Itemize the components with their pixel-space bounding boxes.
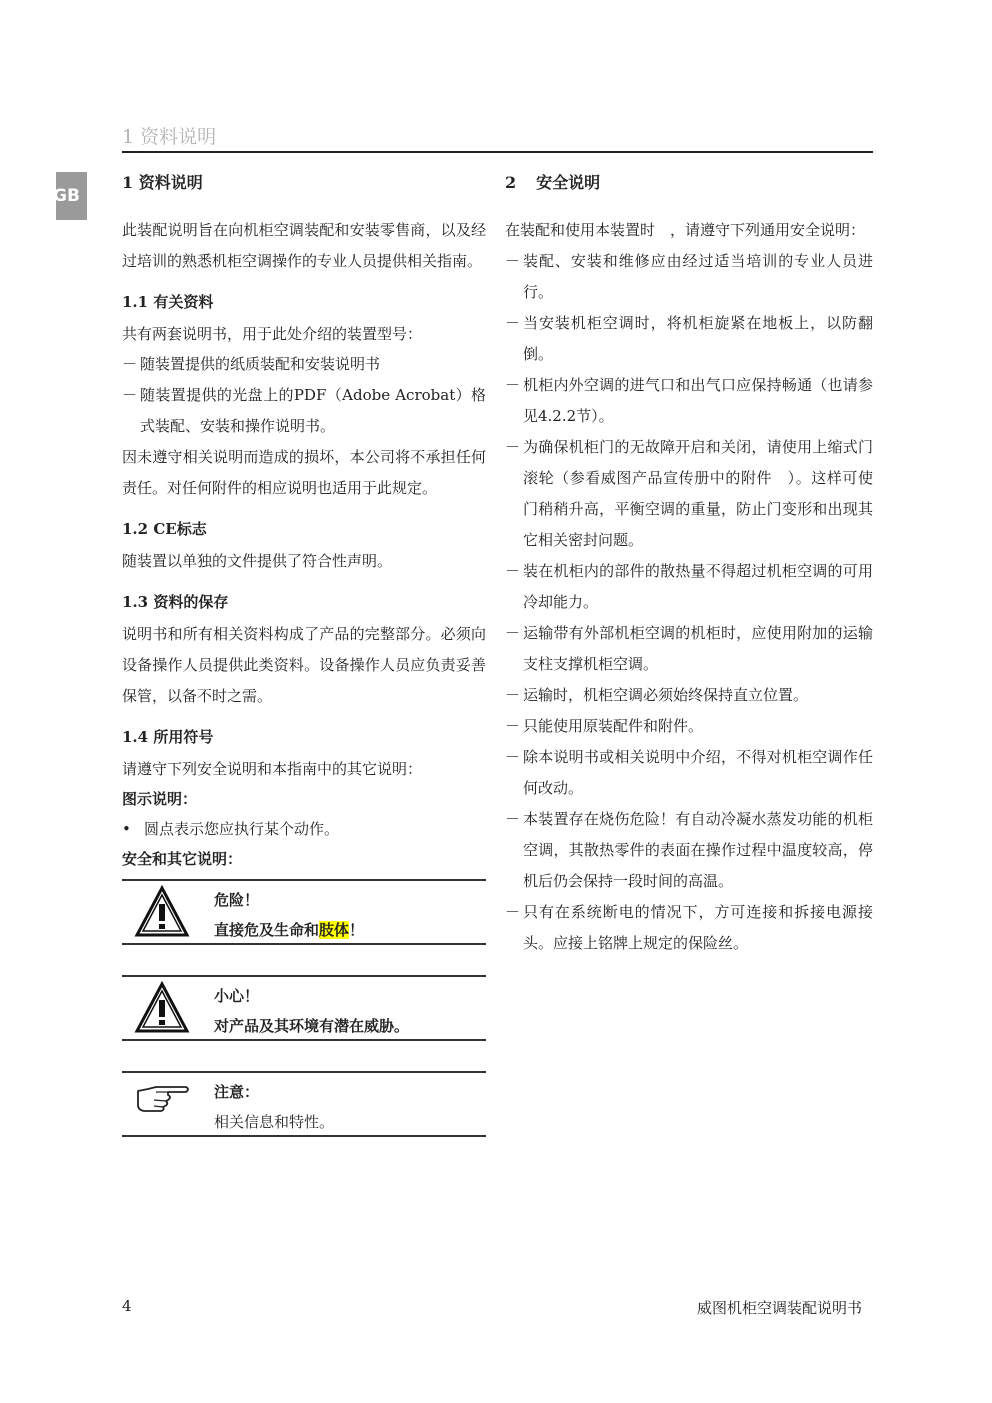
header-rule (122, 151, 873, 153)
section-1-1-after: 因未遵守相关说明而造成的损坏，本公司将不承担任何责任。对任何附件的相应说明也适用于此规定。 (122, 448, 486, 497)
list-item: － 只有在系统断电的情况下，方可连接和拆接电源接头。应接上铭牌上规定的保险丝。 (505, 897, 873, 959)
list-item: － 本装置存在烧伤危险！有自动冷凝水蒸发功能的机柜空调，其散热零件的表面在操作过程中温度较高，停机后仍会保持一段时间的高温。 (505, 804, 873, 897)
section-1-heading (122, 172, 486, 194)
pointing-hand-icon (134, 1077, 190, 1131)
note-title: 注意： (214, 1083, 260, 1101)
list-item: － 装配、安装和维修应由经过适当培训的专业人员进行。 (505, 246, 873, 308)
list-item: － 装在机柜内的部件的散热量不得超过机柜空调的可用冷却能力。 (505, 556, 873, 618)
caution-text: 对产品及其环境有潜在威胁。 (214, 1017, 410, 1035)
section-1-2-text: 随装置以单独的文件提供了符合性声明。 (122, 552, 393, 570)
section-1-number: 1 (122, 173, 134, 192)
section-1-1-text: 共有两套说明书，用于此处介绍的装置型号： (122, 325, 423, 343)
legend-label: 图示说明： (122, 790, 198, 808)
note-notice (122, 1071, 486, 1137)
section-1-1-title: 1.1 有关资料 (122, 293, 214, 311)
legend-bullet: • 圆点表示您应执行某个动作。 (122, 814, 486, 844)
section-2-title: 安全说明 (536, 173, 601, 192)
section-2-number: 2 (505, 173, 517, 192)
page-number: 4 (122, 1297, 132, 1315)
danger-text-b: ！ (349, 921, 365, 939)
caution-notice (122, 975, 486, 1041)
section-2-intro: 在装配和使用本装置时 ，请遵守下列通用安全说明： (505, 221, 866, 239)
danger-text (214, 919, 364, 940)
section-1-title: 资料说明 (138, 173, 203, 192)
danger-text-a: 直接危及生命和 (214, 921, 320, 939)
section-2-heading (505, 172, 873, 194)
running-head: 1 资料说明 (122, 126, 217, 148)
warning-triangle-icon (134, 981, 190, 1035)
section-1-4-text: 请遵守下列安全说明和本指南中的其它说明： (122, 760, 423, 778)
list-item: － 随装置提供的纸质装配和安装说明书 (122, 349, 486, 380)
caution-title: 小心！ (214, 987, 260, 1005)
list-item: － 为确保机柜门的无故障开启和关闭，请使用上缩式门滚轮（参看威图产品宣传册中的附件 ）。这样可使门稍稍升高，平衡空调的重量，防止门变形和出现其它相关密封问题。 (505, 432, 873, 556)
section-1-3-text: 说明书和所有相关资料构成了产品的完整部分。必须向设备操作人员提供此类资料。设备操作人员应负责妥善保管，以备不时之需。 (122, 625, 486, 705)
list-item: － 运输时，机柜空调必须始终保持直立位置。 (505, 680, 873, 711)
danger-title: 危险！ (214, 891, 260, 909)
section-1-3-title: 1.3 资料的保存 (122, 593, 229, 611)
safety-label: 安全和其它说明： (122, 850, 243, 868)
warning-triangle-icon (134, 885, 190, 939)
document-title: 威图机柜空调装配说明书 (696, 1299, 862, 1317)
right-column (505, 172, 873, 959)
list-item: － 只能使用原装配件和附件。 (505, 711, 873, 742)
highlighted-text: 肢体 (319, 921, 350, 939)
danger-notice (122, 879, 486, 945)
list-item: － 运输带有外部机柜空调的机柜时，应使用附加的运输支柱支撑机柜空调。 (505, 618, 873, 680)
section-1-2-title: 1.2 CE标志 (122, 520, 207, 538)
note-text: 相关信息和特性。 (214, 1113, 335, 1131)
list-item: － 当安装机柜空调时，将机柜旋紧在地板上，以防翻倒。 (505, 308, 873, 370)
section-1-intro: 此装配说明旨在向机柜空调装配和安装零售商，以及经过培训的熟悉机柜空调操作的专业人员提供相关指南。 (122, 221, 486, 270)
section-1-4-title: 1.4 所用符号 (122, 728, 214, 746)
list-item: － 机柜内外空调的进气口和出气口应保持畅通（也请参见4.2.2节）。 (505, 370, 873, 432)
list-item: － 除本说明书或相关说明中介绍，不得对机柜空调作任何改动。 (505, 742, 873, 804)
list-item: － 随装置提供的光盘上的PDF（Adobe Acrobat）格式装配、安装和操作说明书。 (122, 380, 486, 442)
left-column (122, 172, 486, 1137)
language-tab: GB (56, 172, 87, 220)
